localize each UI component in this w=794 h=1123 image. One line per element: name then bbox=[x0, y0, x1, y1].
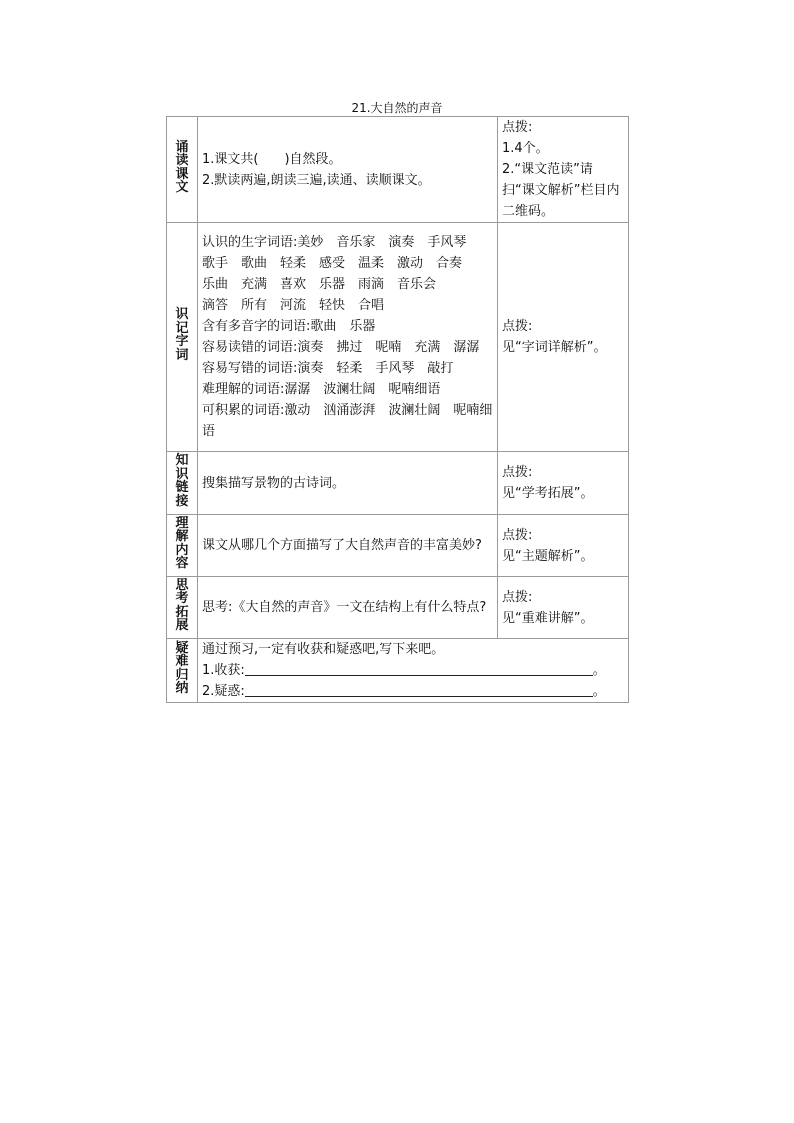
tip-line: 见“字词详解析”。 bbox=[502, 340, 607, 355]
fill-label: 1.收获: bbox=[202, 663, 245, 678]
tip-line: 见“主题解析”。 bbox=[502, 548, 594, 564]
fill-line-doubt bbox=[202, 681, 624, 702]
fill-line-gain bbox=[202, 660, 624, 681]
table-row bbox=[167, 452, 629, 515]
answer-blank[interactable] bbox=[245, 661, 593, 676]
tip-line: 见“学考拓展”。 bbox=[502, 486, 594, 501]
content-line: 难理解的词语:潺潺 波澜壮阔 呢喃细语 bbox=[202, 382, 441, 397]
row-label: 识记字词 bbox=[167, 223, 198, 452]
content-line: 容易读错的词语:演奏 拂过 呢喃 充满 潺潺 bbox=[202, 340, 480, 355]
row-tip bbox=[498, 515, 629, 577]
content-line: 可积累的词语:激动 汹涌澎湃 波澜壮阔 呢喃细语 bbox=[202, 403, 493, 439]
answer-blank[interactable] bbox=[245, 682, 593, 697]
fill-end: 。 bbox=[592, 663, 606, 678]
row-content bbox=[198, 639, 629, 703]
row-content bbox=[198, 577, 498, 639]
content-line: 1.课文共( )自然段。 bbox=[202, 151, 342, 167]
row-content bbox=[198, 515, 498, 577]
tip-line: 见“重难讲解”。 bbox=[502, 610, 594, 626]
table-row bbox=[167, 117, 629, 223]
row-label: 疑难归纳 bbox=[167, 639, 198, 703]
tip-heading: 点拨: bbox=[502, 319, 533, 334]
tip-heading: 点拨: bbox=[502, 527, 533, 543]
tip-heading: 点拨: bbox=[502, 120, 533, 135]
row-tip bbox=[498, 452, 629, 515]
content-line: 2.默读两遍,朗读三遍,读通、读顺课文。 bbox=[202, 172, 431, 188]
row-label: 理解内容 bbox=[167, 515, 198, 577]
content-line: 含有多音字的词语:歌曲 乐器 bbox=[202, 319, 376, 334]
row-label: 思考拓展 bbox=[167, 577, 198, 639]
fill-end: 。 bbox=[592, 684, 606, 699]
tip-line: 2.“课文范读”请扫“课文解析”栏目内二维码。 bbox=[502, 162, 620, 219]
row-content bbox=[198, 117, 498, 223]
row-tip bbox=[498, 117, 629, 223]
content-line: 认识的生字词语:美妙 音乐家 演奏 手风琴 bbox=[202, 235, 467, 250]
content-line: 搜集描写景物的古诗词。 bbox=[202, 475, 346, 491]
row-content bbox=[198, 452, 498, 515]
page-title: 21.大自然的声音 bbox=[351, 101, 443, 115]
row-tip bbox=[498, 577, 629, 639]
row-tip bbox=[498, 223, 629, 452]
preview-table bbox=[166, 116, 629, 703]
row-content bbox=[198, 223, 498, 452]
tip-heading: 点拨: bbox=[502, 589, 533, 605]
content-line: 乐曲 充满 喜欢 乐器 雨滴 音乐会 bbox=[202, 277, 437, 292]
content-line: 课文从哪几个方面描写了大自然声音的丰富美妙? bbox=[202, 538, 482, 553]
table-row bbox=[167, 223, 629, 452]
tip-heading: 点拨: bbox=[502, 465, 533, 480]
row-label: 知识链接 bbox=[167, 452, 198, 515]
table-row bbox=[167, 577, 629, 639]
content-line: 容易写错的词语:演奏 轻柔 手风琴 敲打 bbox=[202, 361, 454, 376]
table-row bbox=[167, 639, 629, 703]
content-line: 歌手 歌曲 轻柔 感受 温柔 激动 合奏 bbox=[202, 256, 463, 271]
content-line: 思考:《大自然的声音》一文在结构上有什么特点? bbox=[202, 600, 487, 615]
content-line: 滴答 所有 河流 轻快 合唱 bbox=[202, 298, 385, 313]
content-line: 通过预习,一定有收获和疑惑吧,写下来吧。 bbox=[202, 642, 445, 657]
row-label: 诵读课文 bbox=[167, 117, 198, 223]
table-row bbox=[167, 515, 629, 577]
fill-label: 2.疑惑: bbox=[202, 684, 245, 699]
tip-line: 1.4个。 bbox=[502, 141, 549, 156]
